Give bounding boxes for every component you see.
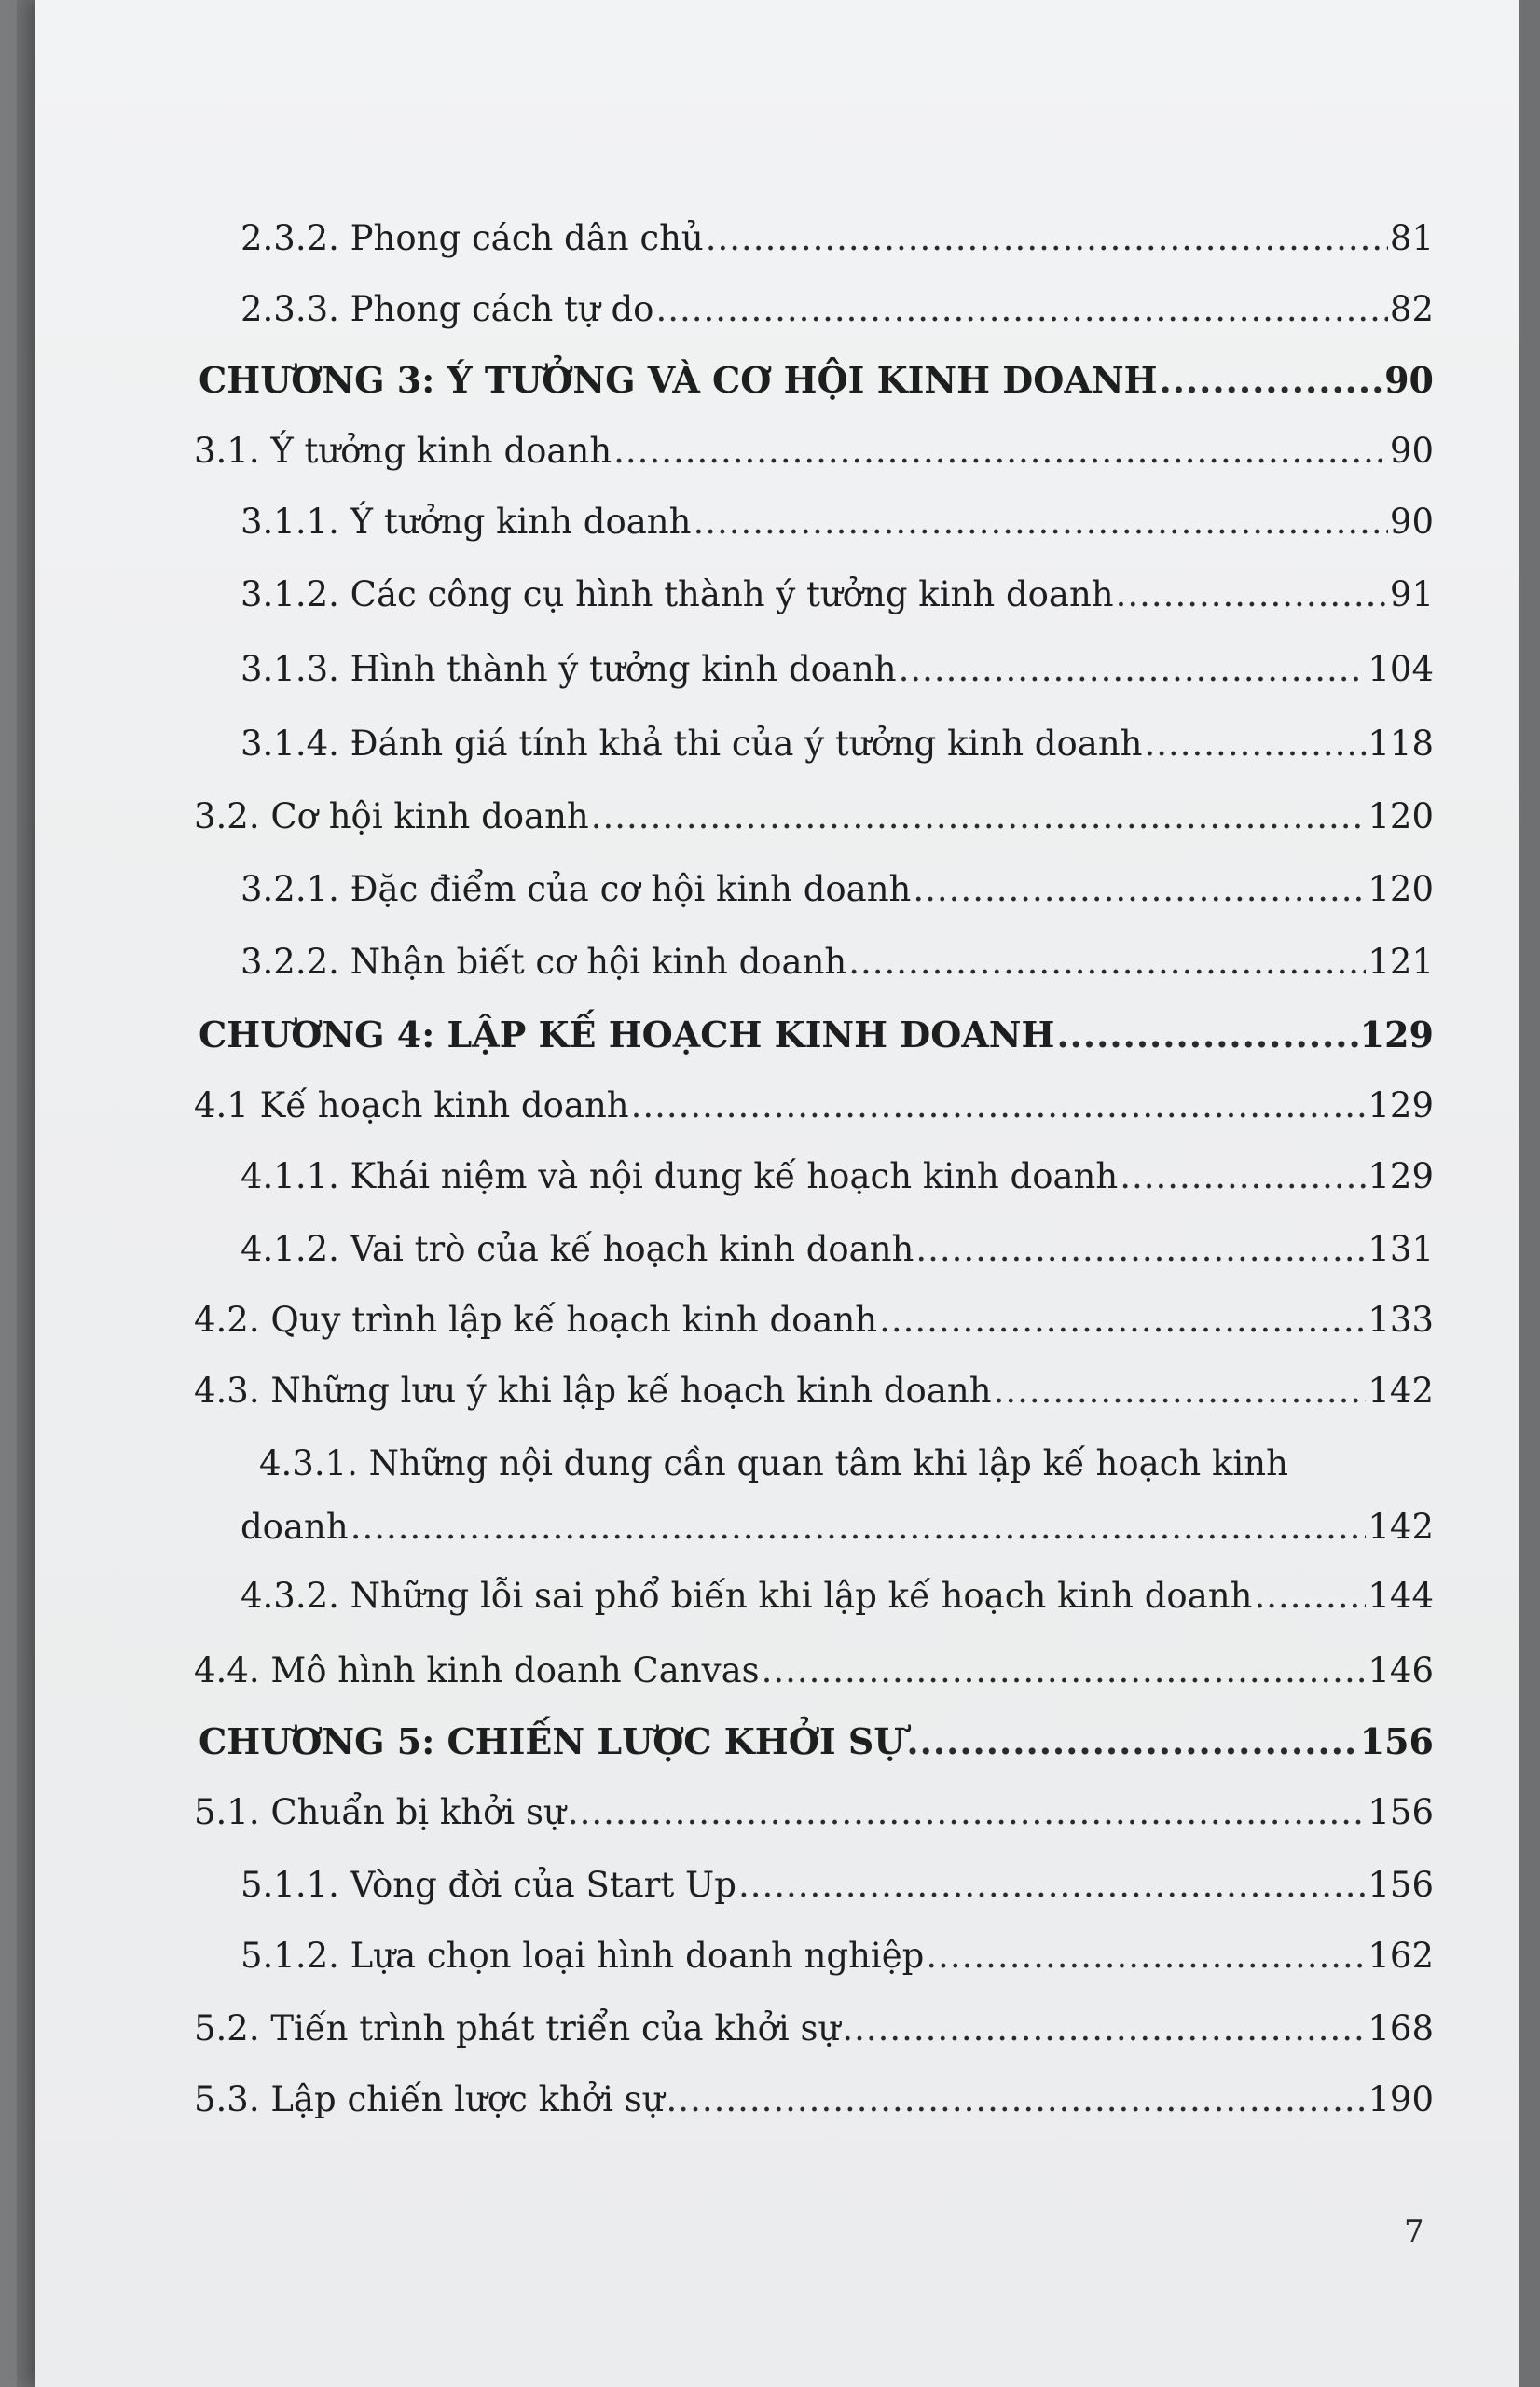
toc-entry-page: 90	[1389, 502, 1434, 542]
toc-entry	[194, 1085, 1434, 1126]
toc-entry	[241, 1576, 1434, 1617]
toc-entry-title: 5.1.2. Lựa chọn loại hình doanh nghiệp	[241, 1936, 925, 1976]
dot-leader	[738, 1865, 1366, 1906]
toc-entry-page: 131	[1368, 1229, 1434, 1269]
toc-chapter-heading	[199, 1014, 1434, 1056]
toc-entry-page: 120	[1368, 869, 1434, 909]
toc-entry-title: 3.1. Ý tưởng kinh doanh	[194, 431, 612, 471]
toc-entry	[241, 1936, 1434, 1977]
toc-entry	[241, 1156, 1434, 1197]
toc-entry-page: 133	[1368, 1300, 1434, 1340]
dot-leader	[351, 1507, 1367, 1548]
dot-leader	[591, 796, 1367, 837]
toc-entry-page: 81	[1389, 218, 1434, 258]
toc-entry-page: 156	[1368, 1792, 1434, 1832]
toc-entry-page: 120	[1368, 796, 1434, 836]
toc-entry	[241, 869, 1434, 910]
toc-entry	[194, 2079, 1434, 2120]
dot-leader	[655, 289, 1387, 330]
toc-entry-title: 5.3. Lập chiến lược khởi sự	[194, 2079, 665, 2119]
toc-entry	[194, 1650, 1434, 1691]
toc-entry	[241, 724, 1434, 765]
toc-entry-page: 142	[1368, 1507, 1434, 1547]
toc-entry-title-continuation: doanh	[241, 1507, 349, 1547]
toc-entry-title: 3.2.2. Nhận biết cơ hội kinh doanh	[241, 942, 847, 982]
dot-leader	[1056, 1014, 1357, 1056]
dot-leader	[913, 869, 1366, 910]
dot-leader	[906, 1721, 1357, 1762]
toc-entry-page: 144	[1368, 1576, 1434, 1616]
toc-entry-title: 4.4. Mô hình kinh doanh Canvas	[194, 1650, 760, 1690]
toc-entry-page: 82	[1389, 289, 1434, 329]
toc-entry	[241, 1229, 1434, 1270]
toc-entry	[241, 1507, 1434, 1548]
toc-entry-title: 4.1.1. Khái niệm và nội dung kế hoạch kinh doanh	[241, 1156, 1119, 1196]
toc-entry-title: 2.3.3. Phong cách tự do	[241, 289, 654, 329]
dot-leader	[848, 942, 1366, 983]
toc-entry	[194, 1300, 1434, 1341]
toc-entry-page: 129	[1368, 1085, 1434, 1125]
toc-entry	[194, 431, 1434, 472]
toc-entry	[194, 796, 1434, 837]
toc-entry-page: 168	[1368, 2008, 1434, 2049]
toc-entry-title: 3.1.3. Hình thành ý tưởng kinh doanh	[241, 649, 897, 689]
toc-entry-page: 190	[1368, 2079, 1434, 2119]
toc-entry-page: 118	[1368, 724, 1434, 764]
toc-entry	[194, 1792, 1434, 1833]
toc-entry	[241, 574, 1434, 615]
toc-entry-title: 3.1.1. Ý tưởng kinh doanh	[241, 502, 692, 542]
toc-entry-title: 4.2. Quy trình lập kế hoạch kinh doanh	[194, 1300, 878, 1340]
dot-leader	[926, 1936, 1366, 1977]
toc-entry	[241, 289, 1434, 330]
toc-entry-title: 4.3.2. Những lỗi sai phổ biến khi lập kế hoạch kinh doanh	[241, 1576, 1253, 1616]
dot-leader	[842, 2008, 1366, 2049]
toc-entry-page: 156	[1368, 1865, 1434, 1905]
toc-entry	[194, 2008, 1434, 2049]
page-number: 7	[1404, 2214, 1424, 2251]
toc-entry-title: 3.2. Cơ hội kinh doanh	[194, 796, 589, 836]
toc-entry-title: 5.2. Tiến trình phát triển của khởi sự	[194, 2008, 841, 2049]
dot-leader	[915, 1229, 1366, 1270]
toc-entry-title: 5.1.1. Vòng đời của Start Up	[241, 1865, 736, 1905]
dot-leader	[631, 1085, 1367, 1126]
dot-leader	[613, 431, 1388, 472]
toc-entry-title: 4.3.1. Những nội dung cần quan tâm khi lập kế hoạch kinh	[259, 1443, 1288, 1483]
dot-leader	[899, 649, 1367, 690]
toc-entry	[241, 1865, 1434, 1906]
toc-entry	[241, 649, 1434, 690]
dot-leader	[762, 1650, 1367, 1691]
toc-entry-title: CHƯƠNG 5: CHIẾN LƯỢC KHỞI SỰ	[199, 1720, 905, 1762]
dot-leader	[879, 1300, 1366, 1341]
dot-leader	[706, 218, 1388, 259]
toc-entry-title: 3.2.1. Đặc điểm của cơ hội kinh doanh	[241, 869, 912, 909]
toc-entry-title: 4.3. Những lưu ý khi lập kế hoạch kinh doanh	[194, 1371, 992, 1411]
toc-entry-title: 4.1.2. Vai trò của kế hoạch kinh doanh	[241, 1229, 914, 1269]
dot-leader	[1116, 574, 1388, 615]
toc-entry-title: 3.1.2. Các công cụ hình thành ý tưởng kinh doanh	[241, 574, 1114, 614]
book-page	[35, 0, 1519, 2387]
toc-entry-title: CHƯƠNG 4: LẬP KẾ HOẠCH KINH DOANH	[199, 1014, 1055, 1056]
dot-leader	[1144, 724, 1366, 765]
dot-leader	[568, 1792, 1367, 1833]
toc-entry-page: 146	[1368, 1650, 1434, 1690]
toc-entry-page: 129	[1359, 1014, 1434, 1056]
toc-entry	[241, 218, 1434, 259]
toc-entry	[241, 502, 1434, 543]
toc-entry-page: 156	[1359, 1720, 1434, 1762]
toc-entry-page: 90	[1384, 359, 1434, 401]
toc-entry-page: 162	[1368, 1936, 1434, 1976]
dot-leader	[1254, 1576, 1366, 1617]
dot-leader	[1159, 360, 1382, 401]
toc-entry	[194, 1371, 1434, 1412]
toc-entry-page: 90	[1389, 431, 1434, 471]
toc-entry-first-line	[259, 1443, 1288, 1484]
dot-leader	[667, 2079, 1367, 2120]
toc-entry-page: 104	[1368, 649, 1434, 689]
toc-entry-title: CHƯƠNG 3: Ý TƯỞNG VÀ CƠ HỘI KINH DOANH	[199, 359, 1158, 401]
toc-entry-page: 142	[1368, 1371, 1434, 1411]
toc-chapter-heading	[199, 1721, 1434, 1762]
dot-leader	[693, 502, 1387, 543]
toc-entry-title: 3.1.4. Đánh giá tính khả thi của ý tưởng kinh doanh	[241, 724, 1143, 764]
toc-entry-page: 91	[1389, 574, 1434, 614]
dot-leader	[994, 1371, 1367, 1412]
toc-entry-page: 121	[1368, 942, 1434, 982]
toc-entry-title: 4.1 Kế hoạch kinh doanh	[194, 1085, 629, 1125]
toc-entry-title: 5.1. Chuẩn bị khởi sự	[194, 1792, 566, 1832]
toc-entry-page: 129	[1368, 1156, 1434, 1196]
toc-chapter-heading	[199, 360, 1434, 401]
page-edge	[1519, 0, 1540, 2387]
toc-entry-title: 2.3.2. Phong cách dân chủ	[241, 218, 704, 258]
dot-leader	[1120, 1156, 1366, 1197]
toc-entry	[241, 942, 1434, 983]
